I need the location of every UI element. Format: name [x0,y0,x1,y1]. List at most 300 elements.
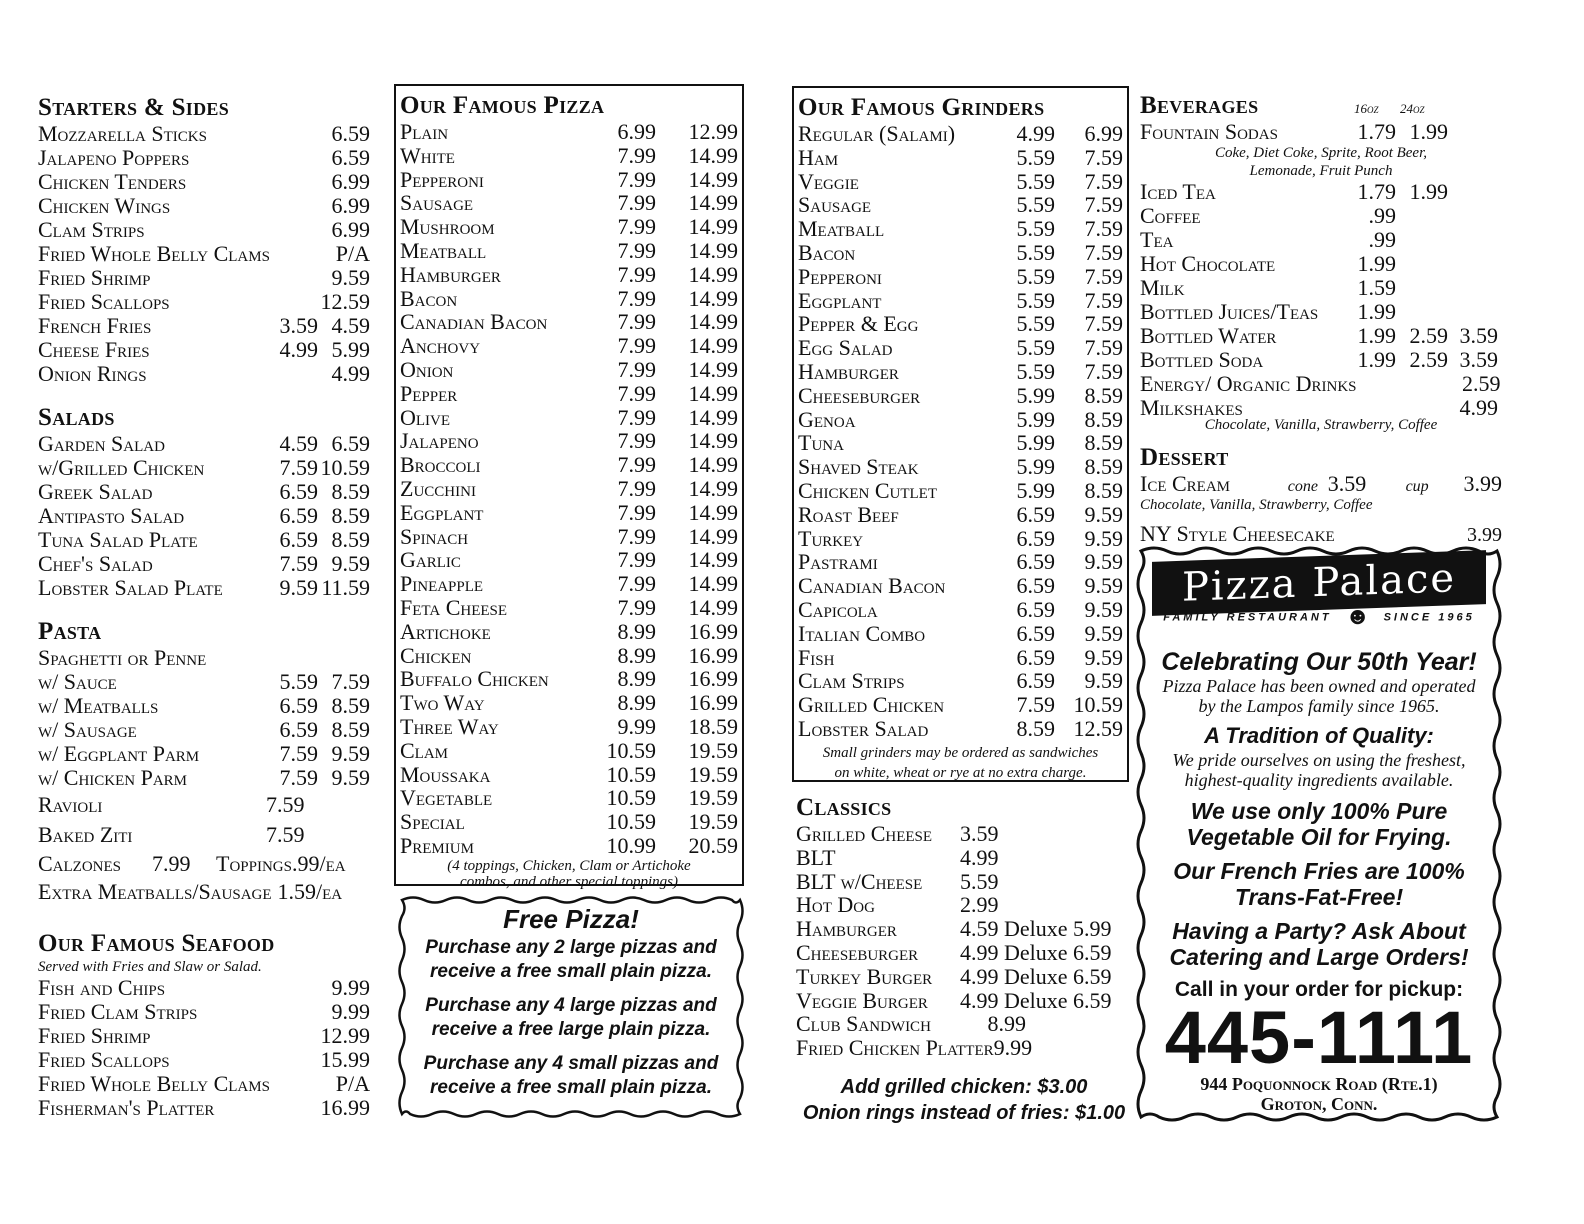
item-name: Canadian Bacon [798,573,946,599]
item-name: Mushroom [400,214,495,240]
size-24oz: 24oz [1400,101,1425,116]
menu-item [38,552,370,576]
offer-line: receive a free small plain pizza. [430,961,712,982]
item-name: Fried Clam Strips [38,999,198,1024]
menu-item [38,670,370,694]
menu-item [400,263,738,287]
price-large: 20.59 [688,832,738,858]
price-small: 7.99 [617,333,656,359]
item-name: Tea [1140,227,1174,252]
menu-item [38,820,370,850]
oil-line-1: We use only 100% Pure [1190,798,1448,824]
price-large: 14.99 [688,594,738,620]
price-large: 9.59 [1084,525,1123,551]
price-small: 6.59 [1016,596,1055,622]
item-name: Ice Cream [1140,471,1231,496]
price-large: 12.99 [688,119,738,144]
menu-item [798,360,1123,384]
price-large: 7.59 [1084,263,1123,289]
item-name: BLT w/Cheese [796,868,923,894]
menu-item [400,715,738,739]
menu-item [798,455,1123,479]
menu-item [400,239,738,263]
item-price: 4.59 Deluxe 5.99 [960,916,1112,942]
menu-item [400,834,738,858]
price-large: 6.99 [331,217,370,242]
price-small: 6.59 [1016,525,1055,551]
classics-extra [796,1074,1132,1126]
price-small: 7.99 [617,523,656,549]
grinders-box [792,86,1129,782]
item-name: Two Way [400,690,485,716]
menu-item [1140,276,1502,300]
menu-item [38,218,370,242]
item-name: Clam [400,737,449,763]
menu-item [400,406,738,430]
menu-item [38,122,370,146]
menu-item [1140,120,1502,144]
seafood-list [38,976,370,1120]
item-name: Genoa [798,406,856,432]
menu-item [796,1036,1132,1060]
price-small: 7.99 [617,547,656,573]
price-small: 9.59 [279,575,318,600]
item-name: Greek Salad [38,479,153,504]
price-large: 16.99 [688,666,738,692]
address: 944 Poquonnock Road (Rte.1) [1200,1074,1438,1094]
price-large: 4.99 [331,361,370,386]
item-name: Ham [798,144,839,170]
price-large: 9.59 [1084,644,1123,670]
beverages-list [1140,120,1502,434]
menu-item [796,870,1132,894]
price-large: 9.59 [1084,501,1123,527]
item-price: 9.99 [331,999,370,1024]
owned-line-1: Pizza Palace has been owned and operated [1162,676,1476,696]
menu-item [38,1048,370,1072]
chef-icon: ☻ [1344,604,1371,630]
price-large: 9.59 [1084,596,1123,622]
menu-item [400,429,738,453]
price-large: 9.59 [1084,549,1123,575]
item-name: w/ Sausage [38,717,137,742]
pizza-palace-ad [1134,544,1504,1124]
item-name: Buffalo Chicken [400,666,549,692]
dessert-title: Dessert [1140,444,1229,471]
salads-title: Salads [38,404,115,431]
classics-section [796,794,1132,1126]
price-large: 14.99 [688,261,738,287]
item-name: Fountain Sodas [1140,119,1278,144]
price-small: 7.99 [617,594,656,620]
item-name: French Fries [38,313,152,338]
menu-item [796,965,1132,989]
item-name: Chicken Cutlet [798,477,937,503]
price-small: 5.59 [1016,311,1055,337]
menu-item [798,622,1123,646]
price-large: 6.99 [1084,121,1123,146]
price-small: 5.59 [1016,192,1055,218]
since-label: SINCE 1965 [1383,611,1475,624]
menu-item [798,408,1123,432]
menu-item [400,168,738,192]
beverages-title: Beverages [1140,92,1259,119]
price-small: 6.59 [279,503,318,528]
menu-item [400,120,738,144]
family-line [1134,606,1504,628]
shake-note: Chocolate, Vanilla, Strawberry, Coffee [1204,417,1438,433]
price-large: 7.59 [331,669,370,694]
menu-item [796,1012,1132,1036]
price-b: 2.59 [1409,347,1448,372]
item-name: Tuna [798,430,844,456]
price-small: 7.99 [617,356,656,382]
item-name: Veggie [798,168,859,194]
price-small: 4.59 [279,431,318,456]
offer [396,936,746,984]
menu-item [1140,348,1502,372]
menu-item [38,362,370,386]
price-large: 8.59 [331,693,370,718]
price-large: 8.59 [331,503,370,528]
menu-item [1140,372,1502,396]
starters-list [38,122,370,386]
item-name: Vegetable [400,785,493,811]
cone-label: cone [1287,478,1318,495]
pasta-heading-label: Spaghetti or Penne [38,645,207,670]
item-name: Pepperoni [798,263,882,289]
item-price: 7.59 [266,822,305,847]
menu-item [38,790,370,820]
item-name: Fried Shrimp [38,1023,151,1048]
item-name: Zucchini [400,475,476,501]
offer-line: Purchase any 2 large pizzas and [425,937,717,958]
price-small: 6.59 [1016,644,1055,670]
item-name: Onion [400,356,454,382]
item-name: Garlic [400,547,461,573]
size-16oz: 16oz [1354,101,1379,116]
pizza-box [394,84,744,890]
menu-item [38,170,370,194]
price-small: 6.59 [1016,668,1055,694]
price-large: 8.59 [331,717,370,742]
menu-item [400,334,738,358]
price-small: 7.99 [617,285,656,311]
menu-item [798,503,1123,527]
toppings-label: Toppings [216,851,292,876]
item-name: w/Grilled Chicken [38,455,205,480]
celebrating-heading: Celebrating Our 50th Year! [1161,648,1477,676]
menu-item [1140,180,1502,204]
price-small: 6.59 [279,693,318,718]
item-name: Chicken [400,642,472,668]
menu-item [400,572,738,596]
price-large: 14.99 [688,166,738,192]
menu-item [400,667,738,691]
item-name: w/ Sauce [38,669,117,694]
price-small: 6.59 [1016,620,1055,646]
price-small: 5.99 [1016,406,1055,432]
item-name: Onion Rings [38,361,147,386]
left-column [38,94,370,1120]
item-price: 9.99 [331,975,370,1000]
price-small: 8.99 [617,690,656,716]
price-large: 14.99 [688,309,738,335]
menu-item [400,644,738,668]
price-b: 2.59 [1409,323,1448,348]
price-large: 14.99 [688,523,738,549]
item-name: Pepper [400,380,458,406]
price-large: 8.59 [1084,382,1123,408]
price-large: 14.99 [688,571,738,597]
price-large: 9.59 [331,765,370,790]
menu-item [38,456,370,480]
item-name: Tuna Salad Plate [38,527,198,552]
price-small: 5.59 [1016,216,1055,242]
price-large: 8.59 [1084,406,1123,432]
item-name: Hamburger [796,916,897,942]
item-price: 4.99 Deluxe 6.59 [960,963,1112,989]
item-name: w/ Chicken Parm [38,765,188,790]
menu-item [796,846,1132,870]
item-name: Hamburger [798,358,899,384]
item-name: Fried Chicken Platter [796,1035,994,1061]
price-large: 14.99 [688,380,738,406]
menu-item [400,810,738,834]
item-name: Italian Combo [798,620,926,646]
menu-item [400,191,738,215]
item-price: 3.99 [1467,524,1502,546]
menu-item [798,431,1123,455]
price-large: 9.59 [1084,620,1123,646]
price-large: 9.59 [331,551,370,576]
item-name: Anchovy [400,333,481,359]
item-name: Artichoke [400,618,491,644]
pasta-list [38,670,370,790]
item-name: Hot Chocolate [1140,251,1276,276]
price-large: 9.59 [1084,573,1123,599]
item-price: 4.99 Deluxe 6.59 [960,939,1112,965]
menu-item [38,694,370,718]
price-small: 7.99 [617,428,656,454]
price-large: 8.59 [331,527,370,552]
price-small: 5.59 [1016,239,1055,265]
item-name: Cheese Fries [38,337,150,362]
menu-item [796,822,1132,846]
price-small: 10.59 [606,761,656,787]
ice-cream-note: Chocolate, Vanilla, Strawberry, Coffee [1140,497,1373,513]
item-name: Cheeseburger [798,382,921,408]
price-small: 8.59 [1016,715,1055,741]
price-a: 1.99 [1357,251,1396,276]
price-large: 14.99 [688,214,738,240]
price-b: 1.99 [1409,179,1448,204]
cup-label: cup [1405,478,1429,495]
price-large: 7.59 [1084,192,1123,218]
calzones-row [38,850,370,878]
price-large: 14.99 [688,475,738,501]
price-small: 5.59 [279,669,318,694]
price-small: 10.99 [606,832,656,858]
menu-item [798,170,1123,194]
menu-item [798,193,1123,217]
pasta-title: Pasta [38,618,102,645]
grilled-chicken-addon: Add grilled chicken: $3.00 [840,1075,1088,1098]
price-c: 4.99 [1459,395,1498,420]
offer [396,994,746,1042]
price-small: 7.59 [279,741,318,766]
item-name: Jalapeno Poppers [38,145,190,170]
price-large: 8.59 [331,479,370,504]
item-name: Capicola [798,596,878,622]
price-small: 5.59 [1016,263,1055,289]
menu-item [400,620,738,644]
item-name: Chicken Tenders [38,169,187,194]
offer-line: receive a free large plain pizza. [431,1019,711,1040]
menu-item [798,574,1123,598]
price-large: 14.99 [688,237,738,263]
seafood-title: Our Famous Seafood [38,930,275,957]
price-large: 6.59 [331,145,370,170]
price-small: 6.59 [279,479,318,504]
menu-item [798,479,1123,503]
item-name: Fried Scallops [38,1047,170,1072]
menu-item [798,241,1123,265]
price-large: 18.59 [688,713,738,739]
price-large: 4.59 [331,313,370,338]
seafood-note: Served with Fries and Slaw or Salad. [38,959,262,975]
menu-item [798,217,1123,241]
price-small: 5.99 [1016,454,1055,480]
price-small: 6.59 [279,717,318,742]
price-small: 6.99 [617,119,656,144]
item-name: NY Style Cheesecake [1140,521,1335,546]
price-small: 7.59 [279,455,318,480]
menu-item [798,289,1123,313]
item-name: Olive [400,404,451,430]
menu-item [38,242,370,266]
menu-item [38,266,370,290]
item-name: Lobster Salad [798,715,929,741]
owned-line-2: by the Lampos family since 1965. [1198,696,1440,716]
menu-item [38,1096,370,1120]
item-name: Energy/ Organic Drinks [1140,371,1357,396]
item-name: Spinach [400,523,469,549]
item-name: Ravioli [38,792,103,817]
price-a: .99 [1368,227,1396,252]
price-small: 10.59 [606,809,656,835]
price-large: 16.99 [688,618,738,644]
menu-item [798,646,1123,670]
item-price: 15.99 [320,1047,370,1072]
menu-item [38,528,370,552]
item-name: Clam Strips [38,217,145,242]
pizza-list [400,120,738,858]
item-name: BLT [796,844,836,870]
price-large: 19.59 [688,785,738,811]
price-large: 7.59 [1084,358,1123,384]
price-large: 6.99 [331,193,370,218]
item-price: 7.59 [266,792,305,817]
item-price: 4.99 Deluxe 6.59 [960,987,1112,1013]
price-large: 12.59 [320,289,370,314]
item-name: Grilled Chicken [798,692,945,718]
item-name: Hamburger [400,261,501,287]
menu-item [38,480,370,504]
menu-item [38,338,370,362]
offer-line: Purchase any 4 large pizzas and [425,995,717,1016]
item-name: Broccoli [400,452,481,478]
menu-item [400,477,738,501]
phone-number: 445-1111 [1164,996,1474,1079]
item-name: Bottled Water [1140,323,1277,348]
item-price: 3.59 [960,821,999,846]
item-name: Iced Tea [1140,179,1216,204]
free-pizza-content [396,904,746,1100]
price-large: 10.59 [1073,692,1123,718]
item-name: Pastrami [798,549,878,575]
party-line-2: Catering and Large Orders! [1169,944,1469,970]
price-c: 3.59 [1459,323,1498,348]
item-name: Coffee [1140,203,1201,228]
item-name: Hot Dog [796,892,875,918]
menu-item [1140,228,1502,252]
item-name: Fried Whole Belly Clams [38,241,270,266]
menu-item [400,596,738,620]
price-large: 6.99 [331,169,370,194]
menu-item [38,1072,370,1096]
price-large: 14.99 [688,499,738,525]
logo-text: Pizza Palace [1181,555,1457,611]
price-small: 7.99 [617,166,656,192]
menu-item [798,527,1123,551]
menu-item [798,312,1123,336]
price-small: 7.99 [617,499,656,525]
item-name: Jalapeno [400,428,479,454]
item-price: 16.99 [320,1095,370,1120]
price-large: 7.59 [1084,144,1123,170]
menu-item [38,290,370,314]
item-name: Lobster Salad Plate [38,575,223,600]
price-small: 7.99 [617,214,656,240]
price-small: 5.59 [1016,358,1055,384]
item-name: Clam Strips [798,668,905,694]
item-price: P/A [335,1071,370,1096]
price-large: 7.59 [1084,239,1123,265]
item-name: Chicken Wings [38,193,171,218]
free-pizza-box [396,894,746,1120]
price-small: 6.59 [1016,549,1055,575]
grinders-title: Our Famous Grinders [798,94,1045,121]
offer-line: Purchase any 4 small pizzas and [423,1053,719,1074]
item-name: Bottled Soda [1140,347,1264,372]
soda-note: Lemonade, Fruit Punch [1249,163,1393,179]
menu-item [38,146,370,170]
toppings-price: .99/ea [291,851,346,876]
price-small: 7.59 [1016,692,1055,718]
menu-item [798,717,1123,741]
classics-list [796,822,1132,1060]
price-small: 6.59 [1016,501,1055,527]
onion-rings-addon: Onion rings instead of fries: $1.00 [802,1101,1126,1124]
grinders-note-1: Small grinders may be ordered as sandwiches [822,744,1099,761]
menu-item [38,194,370,218]
item-name: Pepperoni [400,166,484,192]
item-name: Fish [798,644,835,670]
item-name: Fisherman's Platter [38,1095,215,1120]
price-small: 6.59 [279,527,318,552]
starters-title: Starters & Sides [38,94,230,121]
